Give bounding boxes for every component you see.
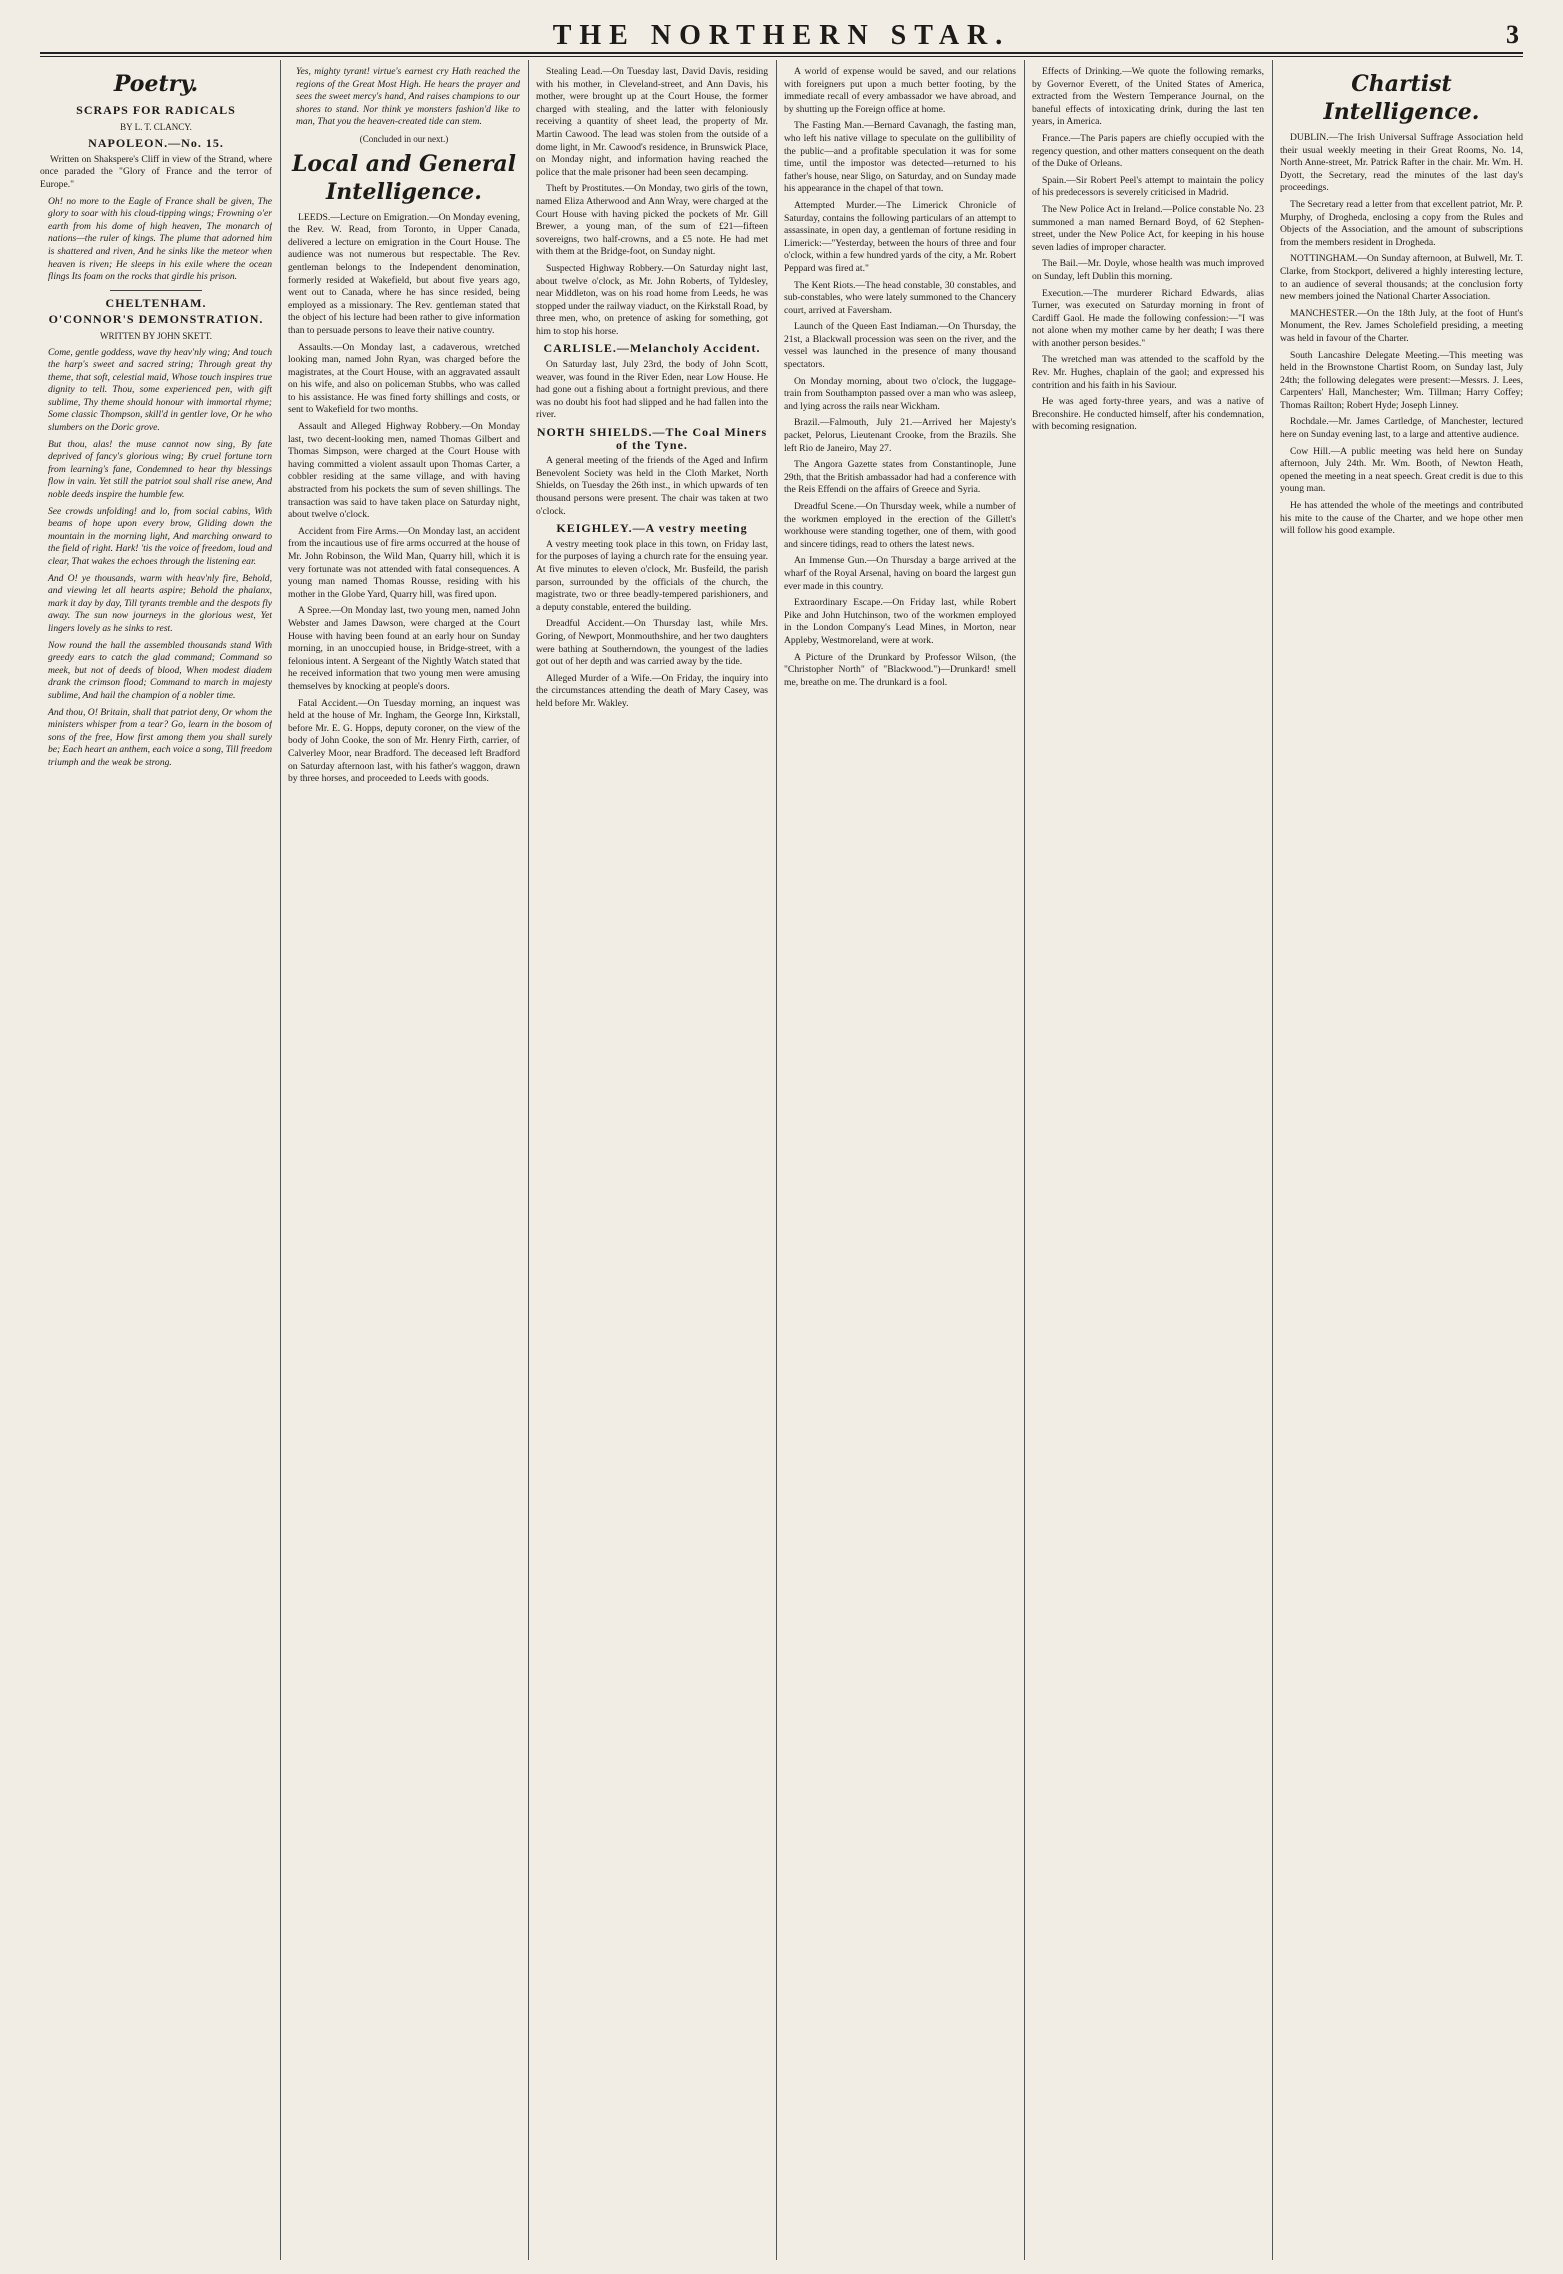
article-paragraph: Brazil.—Falmouth, July 21.—Arrived her Majesty's packet, Pelorus, Lieutenant Crooke, from the Brazils. She left Rio de Janeiro, May 27. [784, 417, 1016, 454]
article-paragraph: Launch of the Queen East Indiaman.—On Thursday, the 21st, a Blackwall procession was seen on the river, and the vessel was launched in the presence of many thousand spectators. [784, 321, 1016, 371]
article-paragraph: On Saturday last, July 23rd, the body of John Scott, weaver, was found in the River Eden, near Low House. He had gone out a fishing about a fortnight previous, and there was no doubt his foot had slipped and he had fallen into the river. [536, 359, 768, 421]
section-heading: Chartist Intelligence. [1323, 71, 1480, 125]
article-paragraph: The Secretary read a letter from that excellent patriot, Mr. P. Murphy, of Drogheda, enclosing a copy from the Rules and Objects of the Association, and the amount of subscriptions from the members resident in Drogheda. [1280, 198, 1523, 248]
poem-verse: Come, gentle goddess, wave thy heav'nly wing; And touch the harp's sweet and sacred string; Through great thy theme, that soft, celestial maid, Whose touch inspires true dignity to tell. Thou, some experienced pen, with gift sublime, Thy theme should honour with immortal rhyme; Some classic Thompson, skill'd in gentler love, Or he who slumbers on the Doric grove. [48, 346, 272, 434]
column-news-5 [1032, 66, 1264, 2256]
column-divider [776, 60, 777, 2260]
article-byline: WRITTEN BY JOHN SKETT. [100, 330, 212, 341]
column-news-4 [784, 66, 1016, 2256]
article-paragraph: A Spree.—On Monday last, two young men, named John Webster and James Dawson, were charged at the Court House with having been found at an early hour on Sunday morning, in an unoccupied house, in Bridge-street, with a felonious intent. A Sergeant of the Nightly Watch stated that he received information that two young men were amusing themselves by knocking at people's doors. [288, 605, 520, 692]
article-paragraph: Dreadful Accident.—On Thursday last, while Mrs. Goring, of Newport, Monmouthshire, and her two daughters were bathing at Southerndown, the youngest of the ladies got out of her depth and was carried away by the tide. [536, 618, 768, 668]
column-divider [1272, 60, 1273, 2260]
article-heading: KEIGHLEY.—A vestry meeting [556, 521, 748, 536]
article-paragraph: Theft by Prostitutes.—On Monday, two girls of the town, named Eliza Atherwood and Ann Wray, were charged at the Court House with having picked the pockets of Mr. Gill Brewer, a young man, of the sum of £21—fifteen sovereigns, two half-crowns, and a £5 note. He had met with them at the Bridge-foot, on Sunday night. [536, 183, 768, 258]
masthead [40, 18, 1523, 54]
article-paragraph: Rochdale.—Mr. James Cartledge, of Manchester, lectured here on Sunday evening last, to a large and attentive audience. [1280, 416, 1523, 441]
poem-verse: But thou, alas! the muse cannot now sing, By fate deprived of fancy's glorious wing; By cruel fortune torn from learning's fane, Condemned to hear thy blessings flow in vain. Yet still the patriot soul shall rise anew, And noble deeds inspire the humble few. [48, 438, 272, 501]
article-paragraph: The Angora Gazette states from Constantinople, June 29th, that the British ambassador had had a conference with the Reis Effendi on the affairs of Greece and Syria. [784, 459, 1016, 496]
article-heading: CARLISLE.—Melancholy Accident. [543, 341, 761, 356]
article-heading: O'CONNOR'S DEMONSTRATION. [48, 312, 264, 327]
article-paragraph: MANCHESTER.—On the 18th July, at the foot of Hunt's Monument, the Rev. James Scholefield presiding, a meeting was held in favour of the Charter. [1280, 307, 1523, 344]
article-paragraph: The Bail.—Mr. Doyle, whose health was much improved on Sunday, left Dublin this morning. [1032, 258, 1264, 282]
newspaper-title: THE NORTHERN STAR. [552, 20, 1011, 51]
article-paragraph: Assaults.—On Monday last, a cadaverous, wretched looking man, named John Ryan, was charged before the magistrates, at the Court House, with an aggravated assault on his wife, and also on policeman Stubbs, who was called to his assistance. He was fined forty shillings and costs, or sent to Wakefield for two months. [288, 341, 520, 416]
article-paragraph: NOTTINGHAM.—On Sunday afternoon, at Bulwell, Mr. T. Clarke, from Stockport, delivered a highly interesting lecture, to an audience of several thousands; at the conclusion forty new members joined the National Charter Association. [1280, 253, 1523, 303]
article-paragraph: Assault and Alleged Highway Robbery.—On Monday last, two decent-looking men, named Thomas Gilbert and Thomas Simpson, were charged at the Court House with having committed a violent assault upon Thomas Carter, a cobbler residing at the same village, and with having abstracted from his pockets the sum of seven shillings. The transaction was said to have taken place on Saturday night, about twelve o'clock. [288, 421, 520, 521]
article-paragraph: The New Police Act in Ireland.—Police constable No. 23 summoned a man named Bernard Boyd, of 62 Stephen-street, under the New Police Act, for keeping in his house seven ladies of improper character. [1032, 203, 1264, 253]
poem-verse: And thou, O! Britain, shall that patriot deny, Or whom the ministers whisper from a tear? Go, learn in the bosom of sons of the free, How first among them you shall surely be; Each heart an anthem, each voice a song, Till freedom triumph and the weak be strong. [48, 706, 272, 768]
article-paragraph: Effects of Drinking.—We quote the following remarks, by Governor Everett, of the United States of America, extracted from the Western Temperance Journal, on the baneful effects of intoxicating drink, during the last ten years, in America. [1032, 66, 1264, 128]
separator-rule [110, 290, 203, 291]
article-paragraph: A Picture of the Drunkard by Professor Wilson, (the "Christopher North" of "Blackwood.")—Drunkard! smell me, breathe on me. The drunkard is a fool. [784, 651, 1016, 688]
article-heading: CHELTENHAM. [105, 295, 207, 310]
article-paragraph: A general meeting of the friends of the Aged and Infirm Benevolent Society was held in the Cloth Market, North Shields, on Tuesday the 26th inst., in which upwards of ten thousand persons were present. The chair was taken at two o'clock. [536, 455, 768, 517]
article-paragraph: DUBLIN.—The Irish Universal Suffrage Association held their usual weekly meeting in their Great Rooms, No. 14, North Anne-street, Mr. Patrick Rafter in the chair. Mr. Wm. H. Dyott, the Secretary, read the minutes of the last day's proceedings. [1280, 132, 1523, 194]
section-heading-poetry: Poetry. [113, 71, 199, 97]
column-divider [528, 60, 529, 2260]
article-paragraph: South Lancashire Delegate Meeting.—This meeting was held in the Brownstone Chartist Room, on Sunday last, July 24th; the following delegates were present:—Messrs. J. Lees, Carpenters' Hall, Manchester; Wm. Tillman; Harry Coffey; Thomas Railton; Robert Hyde; Joseph Linney. [1280, 349, 1523, 411]
page-number: 3 [1506, 20, 1519, 49]
article-byline: (Concluded in our next.) [359, 133, 449, 144]
masthead-rule [40, 56, 1523, 57]
column-local-intelligence [288, 66, 520, 2256]
article-paragraph: Fatal Accident.—On Tuesday morning, an inquest was held at the house of Mr. Ingham, the George Inn, Kirkstall, before Mr. E. G. Hopps, deputy coroner, on the view of the body of John Cooke, the son of Mr. Henry Firth, carrier, of Calverley Moor, near Bradford. The deceased left Bradford on Saturday afternoon last, with his father's waggon, drawn by three horses, and proceeded to Leeds with goods. [288, 697, 520, 785]
article-paragraph: The Fasting Man.—Bernard Cavanagh, the fasting man, who left his native village to speculate on the gullibility of the public—and a profitable speculation it was for some time, until the impostor was detected—returned to his father's house, near Sligo, on Saturday, and on Sunday made his appearance in the chapel of that town. [784, 120, 1016, 195]
article-paragraph: Written on Shakspere's Cliff in view of the Strand, where once paraded the "Glory of France and the terror of Europe." [40, 153, 272, 190]
column-chartist-intelligence [1280, 66, 1523, 2256]
article-paragraph: Alleged Murder of a Wife.—On Friday, the inquiry into the circumstances attending the death of Mary Casey, was held before Mr. Wakley. [536, 672, 768, 709]
poem-verse: See crowds unfolding! and lo, from social cabins, With beams of hope upon every brow, Gliding down the mountain in the morning light, And marching onward to the field of right. Hark! 'tis the voice of freedom, loud and clear, That wakes the echoes through the listening ear. [48, 505, 272, 567]
article-paragraph: A vestry meeting took place in this town, on Friday last, for the purposes of laying a church rate for the ensuing year. At five minutes to eleven o'clock, Mr. Busfeild, the parish parson, surrounded by the officials of the church, the magistrate, two or three beadly-tempered parishioners, and a deputy constable, entered the building. [536, 538, 768, 613]
article-paragraph: Extraordinary Escape.—On Friday last, while Robert Pike and John Hutchinson, two of the workmen employed in the London Company's Lead Mines, in Morton, near Appleby, Westmoreland, were at work. [784, 597, 1016, 646]
article-paragraph: Cow Hill.—A public meeting was held here on Sunday afternoon, July 24th. Mr. Wm. Booth, of Newton Heath, opened the meeting in a neat speech. Great credit is due to this young man. [1280, 445, 1523, 495]
article-paragraph: Accident from Fire Arms.—On Monday last, an accident from the incautious use of fire arms occurred at the house of Mr. John Robinson, the Wild Man, Quarry hill, which it is very fortunate was not attended with fatal consequences. A young man named Thomas Rousse, residing with his mother in the Globe Yard, Quarry hill, was fired upon. [288, 525, 520, 600]
column-divider [1024, 60, 1025, 2260]
article-paragraph: Suspected Highway Robbery.—On Saturday night last, about twelve o'clock, as Mr. John Roberts, of Tyldesley, near Middleton, was on his road home from Leeds, he was stopped under the railway viaduct, on the Kirkstall Road, by three men, who, on pretence of asking for something, got him to stop his horse. [536, 262, 768, 337]
article-paragraph: Spain.—Sir Robert Peel's attempt to maintain the policy of his predecessors is severely criticised in Madrid. [1032, 174, 1264, 199]
article-paragraph: Execution.—The murderer Richard Edwards, alias Turner, was executed on Saturday morning in front of Cardiff Gaol. He made the following confession:—"I was not alone when my mother came by her death; I was there with another person besides." [1032, 287, 1264, 349]
article-paragraph: Dreadful Scene.—On Thursday week, while a number of the workmen employed in the erection of the Gillett's workhouse were standing together, one of them, with good and sincere tidings, read to others the latest news. [784, 501, 1016, 550]
article-heading: SCRAPS FOR RADICALS [76, 103, 236, 117]
article-paragraph: LEEDS.—Lecture on Emigration.—On Monday evening, the Rev. W. Read, from Toronto, in Upper Canada, delivered a lecture on emigration in the Court House. The audience was not numerous but respectable. The Rev. gentleman belongs to the Independent denomination, formerly resided at Wakefield, but about five years ago, went out to Canada, where he has since resided, being employed as a missionary. The Rev. gentleman stated that the object of his lecture had been rather to give information than to persuade persons to leave their native country. [288, 211, 520, 336]
article-paragraph: A world of expense would be saved, and our relations with foreigners put upon a much better footing, by the immediate recall of every ambassador we have abroad, and by shutting up the Foreign office at home. [784, 66, 1016, 115]
poem-verse: Now round the hall the assembled thousands stand With greedy ears to catch the glad command; Command so meek, but not of deeds of blood, When modest diadem drank the crimson flood; Command to march in majesty sublime, And hail the champion of a nobler time. [48, 639, 272, 701]
article-paragraph: The wretched man was attended to the scaffold by the Rev. Mr. Hughes, chaplain of the gaol; and expressed his contrition and his faith in his Saviour. [1032, 354, 1264, 391]
poem-verse: And O! ye thousands, warm with heav'nly fire, Behold, and viewing let all hearts aspire; Behold the phalanx, mark it day by day, Till tyrants tremble and the despots fly away. The sun now journeys in the glorious west, Yet lingers lovely as he sinks to rest. [48, 572, 272, 634]
column-poetry [40, 66, 272, 2256]
article-heading: NORTH SHIELDS.—The Coal Miners of the Tyne. [536, 425, 768, 452]
article-byline: BY L. T. CLANCY. [120, 121, 192, 132]
section-heading: Local and General Intelligence. [291, 150, 517, 205]
column-news-3 [536, 66, 768, 2256]
column-divider [280, 60, 281, 2260]
article-paragraph: Attempted Murder.—The Limerick Chronicle of Saturday, contains the following particulars of an attempt to assassinate, in open day, a gentleman of fortune residing in Limerick:—"Yesterday, between the hours of three and four o'clock, within a few hundred yards of the city, a Mr. Robert Peppard was fired at." [784, 199, 1016, 274]
article-paragraph: The Kent Riots.—The head constable, 30 constables, and sub-constables, who were lately summoned to the Chancery court, arrived at Faversham. [784, 279, 1016, 316]
poem-verse: Oh! no more to the Eagle of France shall be given, The glory to soar with his cloud-tipping wings; Frowning o'er earth from his dome of high heaven, The monarch of nations—the ruler of kings. The plume that adorned him is shattered and riven, And he sinks like the meteor when heaven is riven; He sleeps in his exile where the ocean flings Its foam on the rocks that girdle his prison. [48, 195, 272, 283]
article-paragraph: Stealing Lead.—On Tuesday last, David Davis, residing with his mother, in Cleveland-street, and Ann Davis, his mother, were brought up at the Court House, the former charged with stealing, and the latter with feloniously receiving a quantity of sheet lead, the property of Mr. Martin Cawood. The lead was stolen from the outside of a dome light, in Mr. Cawood's residence, in Brunswick Place, on Monday night, and information having reached the police that the male prisoner had been seen decamping. [536, 66, 768, 178]
article-paragraph: On Monday morning, about two o'clock, the luggage-train from Southampton passed over a man who was asleep, and lying across the rails near Wickham. [784, 375, 1016, 412]
article-paragraph: France.—The Paris papers are chiefly occupied with the regency question, and other matters consequent on the death of the Duke of Orleans. [1032, 132, 1264, 170]
poem-verse: Yes, mighty tyrant! virtue's earnest cry Hath reached the regions of the Great Most High. He hears the prayer and sees the sweet mercy's hand, And raises champions to our shores to stand. Nor think ye monsters fashion'd like to man, That you the heaven-created tide can stem. [296, 66, 520, 128]
article-paragraph: An Immense Gun.—On Thursday a barge arrived at the wharf of the Royal Arsenal, having on board the largest gun ever made in this country. [784, 555, 1016, 592]
article-paragraph: He was aged forty-three years, and was a native of Breconshire. He conducted himself, after his condemnation, with becoming resignation. [1032, 396, 1264, 433]
article-paragraph: He has attended the whole of the meetings and contributed his mite to the cause of the Charter, and we hope other men will follow his good example. [1280, 500, 1523, 537]
article-heading: NAPOLEON.—No. 15. [88, 136, 224, 151]
